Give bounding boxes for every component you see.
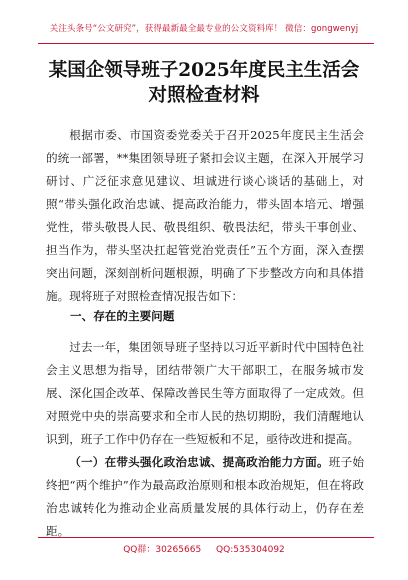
section-heading: 一、存在的主要问题 [70,309,175,323]
footer-qq-group: QQ群：30265665 [123,545,202,555]
footer-divider [38,537,374,538]
intro-paragraph: 根据市委、市国资委党委关于召开2025年度民主生活会的统一部署，**集团领导班子紧扣会议主题，在深入开展学习研讨、广泛征求意见建议、坦诚进行谈心谈话的基础上，对照“带头强化政治忠诚、提高政治能力，带头固本培元、增强党性，带头敬畏人民、敬畏组织、敬畏法纪，带头干事创业、担当作为，带头坚决扛起管党治党责任”五个方面，深入查摆突出问题，深刻剖析问题根源，明确了下步整改方向和具体措施。现将班子对照检查情况报告如下： [46,128,364,303]
subsection-text: 班子始终把“两个维护”作为最高政治原则和根本政治规矩，但在将政治忠诚转化为推动企业高质量发展的具体行动上，仍存在差距。 [46,455,364,538]
header-divider [38,43,374,44]
section-paragraph: 过去一年，集团领导班子坚持以习近平新时代中国特色社会主义思想为指导，团结带领广大干部职工，在服务城市发展、深化国企改革、保障改善民生等方面取得了一定成效。但对照党中央的崇高要求和全市人民的热切期盼，我们清醒地认识到，班子工作中仍存在一些短板和不足，亟待改进和提高。 [46,340,364,446]
document-title: 某国企领导班子2025年度民主生活会对照检查材料 [48,60,360,106]
subsection-paragraph [46,451,364,543]
header-banner: 关注头条号“公文研究”，获得最新最全最专业的公文资料库！ 微信：gongwenyj [49,24,359,34]
footer-qq: QQ:535304092 [216,545,285,555]
footer [0,542,408,555]
subsection-heading: （一）在带头强化政治忠诚、提高政治能力方面。 [69,455,329,469]
